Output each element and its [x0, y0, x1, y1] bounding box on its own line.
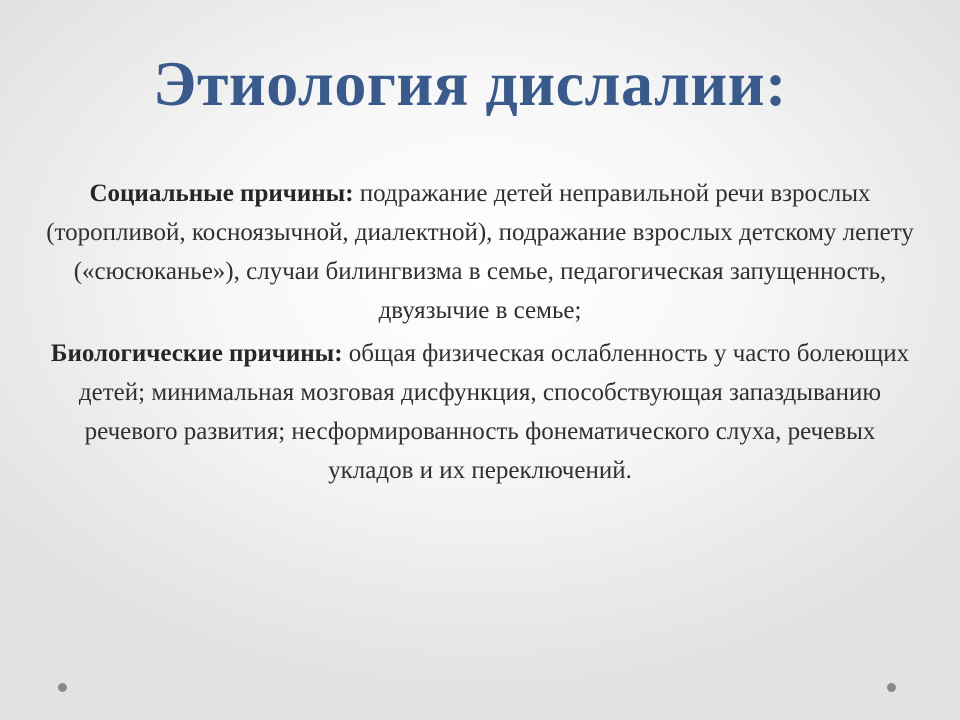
slide-body	[40, 174, 920, 494]
social-causes-text: подражание детей неправильной речи взрослых (торопливой, косноязычной, диалектной), подражание взрослых детскому лепету («сюсюканье»), случаи билингвизма в семье, педагогическая запущенность, двуязычие в семье;	[46, 180, 914, 324]
biological-causes-heading: Биологические причины:	[50, 340, 343, 367]
paragraph-biological-causes	[40, 334, 920, 490]
decorative-dot-right	[887, 683, 896, 692]
biological-causes-text: общая физическая ослабленность у часто болеющих детей; минимальная мозговая дисфункция, способствующая запаздыванию речевого развития; несформированность фонематического слуха, речевых укладов и их переключений.	[78, 340, 910, 484]
paragraph-social-causes	[40, 174, 920, 330]
decorative-dot-left	[58, 683, 67, 692]
slide-title: Этиология дислалии:	[153, 48, 787, 119]
social-causes-heading: Социальные причины:	[89, 180, 354, 207]
